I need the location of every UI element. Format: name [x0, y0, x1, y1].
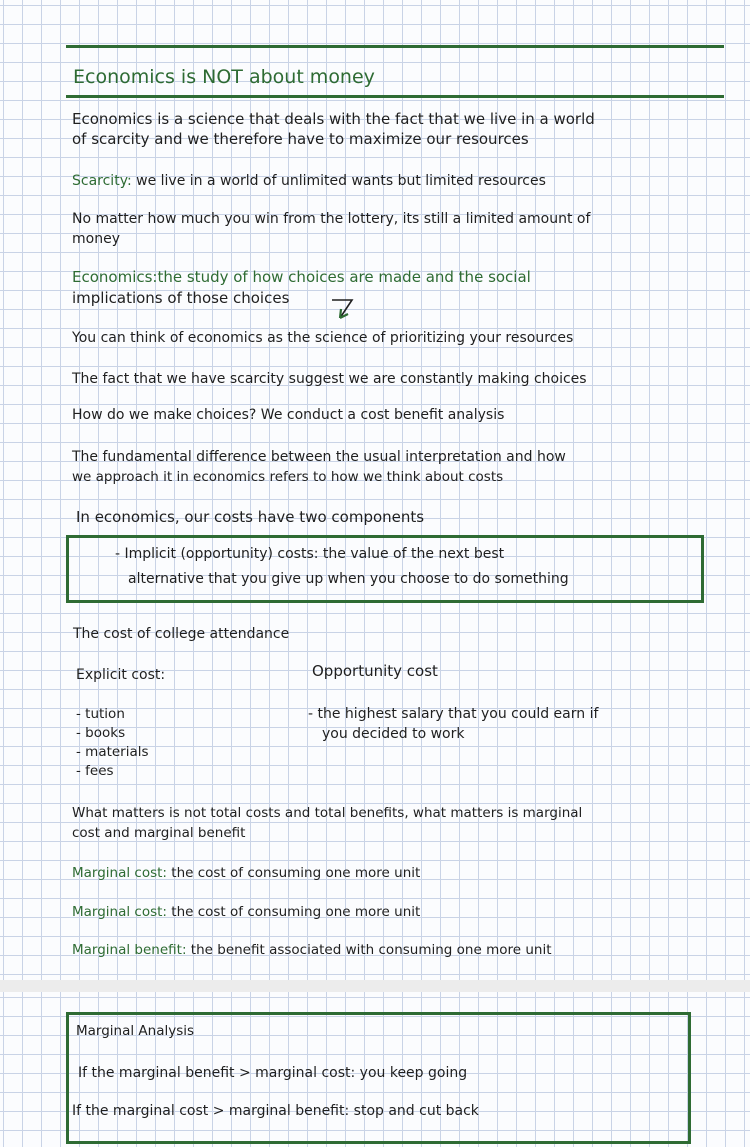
intro-line-2: of scarcity and we therefore have to maximize our resources [72, 130, 529, 148]
page-separator [0, 980, 750, 992]
explicit-item: - fees [76, 763, 114, 779]
explicit-item: - books [76, 725, 126, 741]
opportunity-line-1: - the highest salary that you could earn if [308, 706, 599, 722]
economics-label: Economics: [72, 268, 158, 286]
explicit-item: - tution [76, 706, 125, 722]
marginal-benefit-definition [72, 941, 552, 960]
explicit-item: - materials [76, 744, 149, 760]
marginal-benefit-label: Marginal benefit: [72, 942, 187, 958]
economics-definition-text: the study of how choices are made and the social [157, 268, 531, 286]
analysis-line-2: If the marginal cost > marginal benefit: stop and cut back [72, 1103, 479, 1119]
explicit-cost-label: Explicit cost: [76, 667, 166, 683]
notes-page-2 [0, 992, 750, 1147]
intro-line-1: Economics is a science that deals with the fact that we live in a world [72, 110, 595, 128]
marginal-matters-line-1: What matters is not total costs and total benefits, what matters is marginal [72, 805, 583, 821]
opportunity-line-2: you decided to work [322, 726, 465, 742]
marginal-benefit-text: the benefit associated with consuming one more unit [186, 942, 552, 958]
page-title: Economics is NOT about money [73, 66, 375, 88]
marginal-cost-definition [72, 864, 420, 883]
opportunity-cost-label: Opportunity cost [312, 662, 438, 680]
arrow-icon [330, 294, 370, 324]
constant-choices-line: The fact that we have scarcity suggest we are constantly making choices [72, 371, 587, 387]
lottery-line-2: money [72, 231, 120, 247]
lottery-line-1: No matter how much you win from the lottery, its still a limited amount of [72, 211, 591, 227]
marginal-analysis-heading: Marginal Analysis [76, 1023, 195, 1039]
analysis-line-1: If the marginal benefit > marginal cost: you keep going [78, 1065, 468, 1081]
fundamental-line-2: we approach it in economics refers to how we think about costs [72, 469, 504, 485]
implicit-line-2: alternative that you give up when you choose to do something [128, 571, 569, 587]
marginal-cost-label: Marginal cost: [72, 865, 167, 881]
college-heading: The cost of college attendance [73, 626, 290, 642]
title-top-rule [66, 45, 724, 48]
marginal-matters-line-2: cost and marginal benefit [72, 825, 246, 841]
implicit-line-1: - Implicit (opportunity) costs: the value of the next best [115, 546, 505, 562]
marginal-cost-label: Marginal cost: [72, 904, 167, 920]
marginal-cost-text: the cost of consuming one more unit [166, 904, 421, 920]
scarcity-label: Scarcity: [72, 173, 132, 189]
prioritizing-line: You can think of economics as the science of prioritizing your resources [72, 330, 574, 346]
economics-definition-line-1 [72, 268, 531, 287]
fundamental-line-1: The fundamental difference between the usual interpretation and how [72, 449, 566, 465]
title-bottom-rule [66, 95, 724, 98]
how-choices-line: How do we make choices? We conduct a cost benefit analysis [72, 407, 505, 423]
marginal-cost-definition-repeat [72, 903, 420, 922]
two-components-line: In economics, our costs have two components [76, 508, 425, 526]
economics-definition-line-2: implications of those choices [72, 289, 290, 307]
marginal-cost-text: the cost of consuming one more unit [166, 865, 421, 881]
scarcity-text: we live in a world of unlimited wants but limited resources [131, 173, 546, 189]
scarcity-definition [72, 172, 546, 191]
